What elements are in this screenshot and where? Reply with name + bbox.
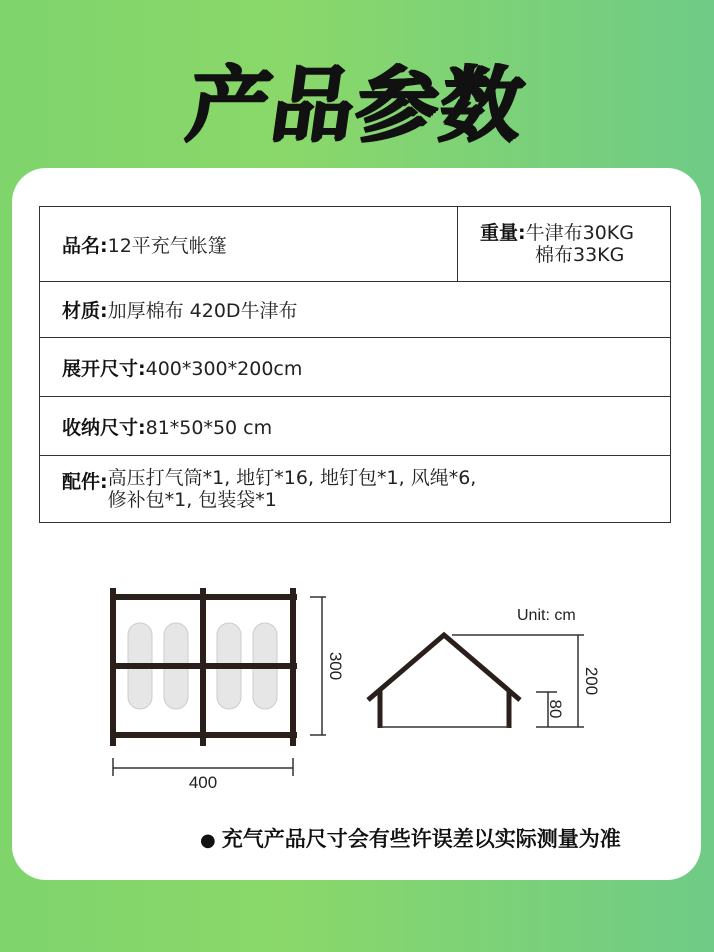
tent-dimension-diagram <box>12 168 701 880</box>
unfolded-value: 400*300*200cm <box>145 357 303 380</box>
wall-height-label: 80 <box>546 699 565 719</box>
accessories-line-1: 高压打气筒*1, 地钉*16, 地钉包*1, 风绳*6, <box>107 467 477 489</box>
material-label: 材质: <box>62 300 108 322</box>
name-value: 12平充气帐篷 <box>107 234 227 257</box>
disclaimer-note <box>200 823 621 853</box>
weight-label: 重量: <box>480 222 526 244</box>
packed-value: 81*50*50 cm <box>145 416 273 439</box>
side-view-diagram <box>368 607 601 728</box>
spec-card <box>12 168 701 880</box>
height-label: 200 <box>582 666 601 696</box>
page-title: 产品参数 <box>181 58 531 153</box>
accessories-line-2: 修补包*1, 包装袋*1 <box>107 489 277 511</box>
top-view-diagram <box>110 588 345 792</box>
packed-label: 收纳尺寸: <box>62 416 146 439</box>
name-label: 品名: <box>62 234 108 257</box>
bullet-icon: ● <box>200 830 216 851</box>
disclaimer-text: 充气产品尺寸会有些许误差以实际测量为准 <box>221 827 621 851</box>
unfolded-label: 展开尺寸: <box>62 357 146 380</box>
weight-value-2: 棉布33KG <box>535 244 625 266</box>
material-value: 加厚棉布 420D牛津布 <box>107 300 298 322</box>
weight-value-1: 牛津布30KG <box>525 222 634 244</box>
accessories-label: 配件: <box>62 471 108 493</box>
depth-label: 300 <box>326 651 345 681</box>
width-label: 400 <box>188 773 218 792</box>
unit-label: Unit: cm <box>517 607 576 624</box>
